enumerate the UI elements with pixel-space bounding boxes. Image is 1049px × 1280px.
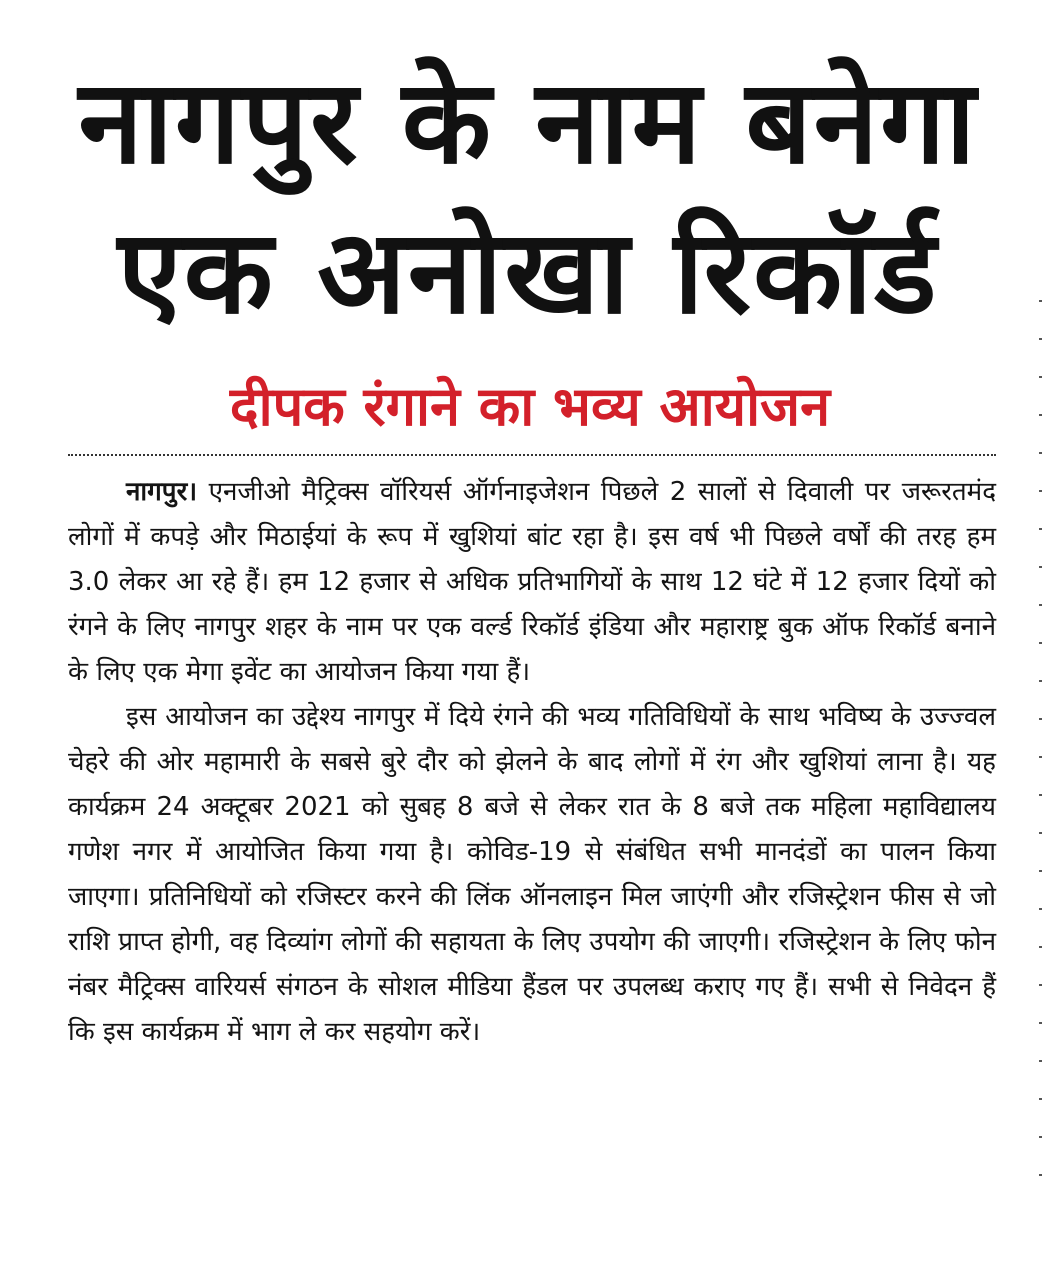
paragraph-2-text: इस आयोजन का उद्देश्य नागपुर में दिये रंगने की भव्य गतिविधियों के साथ भविष्य के उज्ज्वल चेहरे की ओर महामारी के सबसे बुरे दौर को झेलने के बाद लोगों में रंग और खुशियां लाना है। यह कार्यक्रम 24 अक्टूबर 2021 को सुबह 8 बजे से लेकर रात के 8 बजे तक महिला महाविद्यालय गणेश नगर में आयोजित किया गया है। कोविड-19 से संबंधित सभी मानदंडों का पालन किया जाएगा। प्रतिनिधियों को रजिस्टर करने की लिंक ऑनलाइन मिल जाएंगी और रजिस्ट्रेशन फीस से जो राशि प्राप्त होगी, वह दिव्यांग लोगों की सहायता के लिए उपयोग की जाएगी। रजिस्ट्रेशन के लिए फोन नंबर मैट्रिक्स वारियर्स संगठन के सोशल मीडिया हैंडल पर उपलब्ध कराए गए हैं। सभी से निवेदन हैं कि इस कार्यक्रम में भाग ले कर सहयोग करें। (68, 702, 996, 1047)
subheadline: दीपक रंगाने का भव्य आयोजन (229, 375, 831, 438)
page-edge-marks (1039, 300, 1043, 1200)
article-paragraph-1 (68, 470, 996, 695)
dateline: नागपुर। (126, 477, 198, 507)
headline-line-2: एक अनोखा रिकॉर्ड (117, 205, 939, 340)
paragraph-1-text: एनजीओ मैट्रिक्स वॉरियर्स ऑर्गनाइजेशन पिछले 2 सालों से दिवाली पर जरूरतमंद लोगों में कपड़े और मिठाईयां के रूप में खुशियां बांट रहा है। इस वर्ष भी पिछले वर्षों की तरह हम 3.0 लेकर आ रहे हैं। हम 12 हजार से अधिक प्रतिभागियों के साथ 12 घंटे में 12 हजार दियों को रंगने के लिए नागपुर शहर के नाम पर एक वर्ल्ड रिकॉर्ड इंडिया और महाराष्ट्र बुक ऑफ रिकॉर्ड बनाने के लिए एक मेगा इवेंट का आयोजन किया गया हैं। (68, 477, 997, 687)
article-paragraph-2 (68, 695, 996, 1055)
headline-line-1: नागपुर के नाम बनेगा (78, 55, 978, 190)
dotted-divider (68, 454, 996, 456)
article-body (68, 470, 996, 1055)
